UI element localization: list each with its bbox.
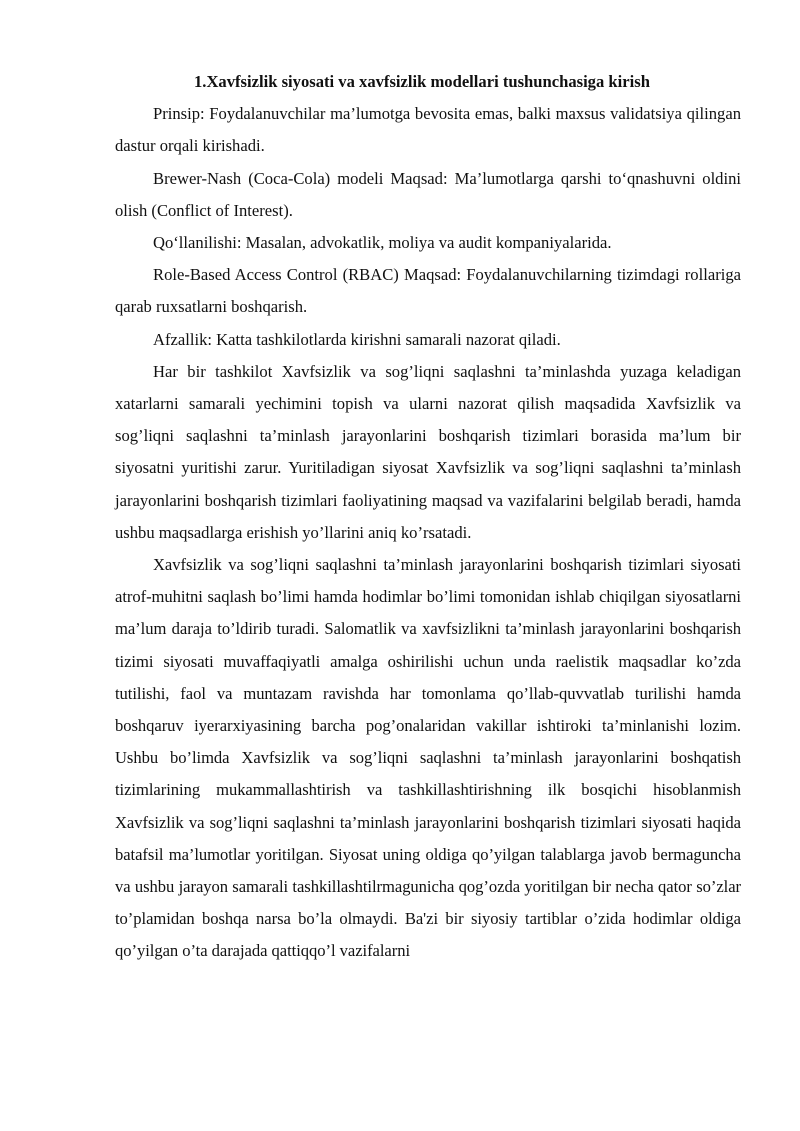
section-heading: 1.Xavfsizlik siyosati va xavfsizlik modellari tushunchasiga kirish bbox=[194, 72, 650, 91]
paragraph-usage: Qo‘llanilishi: Masalan, advokatlik, moliya va audit kompaniyalarida. bbox=[153, 233, 612, 253]
paragraph-principle: Prinsip: Foydalanuvchilar ma’lumotga bevosita emas, balki maxsus validatsiya qilingan dastur orqali kirishadi. bbox=[115, 104, 741, 156]
document-page bbox=[115, 66, 741, 968]
paragraph-policy-details: Xavfsizlik va sog’liqni saqlashni ta’minlash jarayonlarini boshqarish tizimlari siyosati atrof-muhitni saqlash bo’limi hamda hodimlar bo’limi tomonidan ishlab chiqilgan siyosatlarni ma’lum daraja to’ldirib turadi. Salomatlik va xavfsizlikni ta’minlash jarayonlarini boshqarish tizimi siyosati muvaffaqiyatli amalga oshirilishi uchun unda raelistik maqsadlar ko’zda tutilishi, faol va muntazam ravishda har tomonlama qo’llab-quvvatlab turilishi hamda boshqaruv iyerarxiyasining barcha pog’onalaridan vakillar ishtiroki ta’minlanishi lozim. Ushbu bo’limda Xavfsizlik va sog’liqni saqlashni ta’minlash jarayonlarini boshqatish tizimlarining mukammallashtirish va tashkillashtirishning ilk bosqichi hisoblanmish Xavfsizlik va sog’liqni saqlashni ta’minlash jarayonlarini boshqarish tizimlari siyosati haqida batafsil ma’lumotlar yoritilgan. Siyosat uning oldiga qo’yilgan talablarga javob bermaguncha va ushbu jarayon samarali tashkillashtilrmagunicha qog’ozda yoritilgan bir necha qator so’zlar to’plamidan boshqa narsa bo’la olmaydi. Ba'zi bir siyosiy tartiblar o’zida hodimlar oldiga qo’yilgan o’ta darajada qattiqqo’l vazifalarni bbox=[115, 555, 741, 961]
paragraph-advantage: Afzallik: Katta tashkilotlarda kirishni samarali nazorat qiladi. bbox=[153, 329, 561, 349]
paragraph-rbac: Role-Based Access Control (RBAC) Maqsad: Foydalanuvchilarning tizimdagi rollariga qarab ruxsatlarni boshqarish. bbox=[115, 265, 741, 317]
paragraph-brewer-nash: Brewer-Nash (Coca-Cola) modeli Maqsad: Ma’lumotlarga qarshi to‘qnashuvni oldini olish (Conflict of Interest). bbox=[115, 168, 741, 220]
paragraph-organization-policy: Har bir tashkilot Xavfsizlik va sog’liqni saqlashni ta’minlashda yuzaga keladigan xatarlarni samarali yechimini topish va ularni nazorat qilish maqsadida Xavfsizlik va sog’liqni saqlashni ta’minlash jarayonlarini boshqarish tizimlari borasida ma’lum bir siyosatni yuritishi zarur. Yuritiladigan siyosat Xavfsizlik va sog’liqni saqlashni ta’minlash jarayonlarini boshqarish tizimlari faoliyatining maqsad va vazifalarini belgilab beradi, hamda ushbu maqsadlarga erishish yo’llarini aniq ko’rsatadi. bbox=[115, 361, 741, 542]
